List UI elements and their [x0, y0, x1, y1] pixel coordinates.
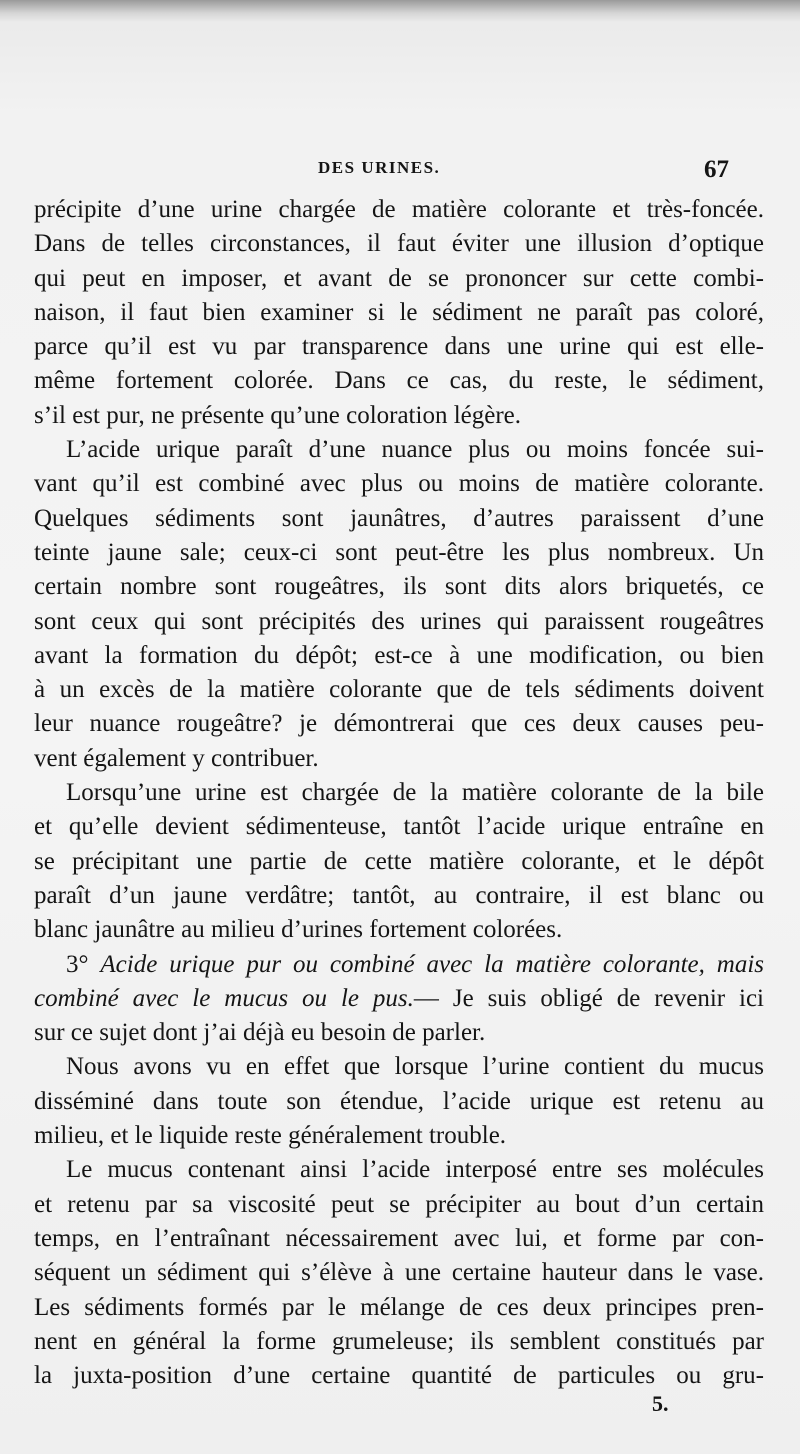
- text-line: à un excès de la matière colorante que de tels sédiments doivent: [34, 676, 764, 704]
- text-line: précipite d’une urine chargée de matière colorante et très-foncée.: [34, 196, 764, 223]
- text-line: parce qu’il est vu par transparence dans une urine qui est elle-: [34, 333, 764, 361]
- body-text: [34, 193, 764, 1393]
- text-line: milieu, et le liquide reste généralement trouble.: [34, 1122, 507, 1150]
- paragraph-start-line: Lorsqu’une urine est chargée de la matière colorante de la bile: [66, 779, 764, 807]
- text-line: sont ceux qui sont précipités des urines qui paraissent rougeâtres: [34, 607, 764, 635]
- text-line: vant qu’il est combiné avec plus ou moins de matière colorante.: [34, 470, 764, 498]
- text-line: Dans de telles circonstances, il faut éviter une illusion d’optique: [34, 230, 764, 258]
- section-heading-italic-end: combiné avec le mucus ou le pus.: [34, 984, 414, 1012]
- text-line: avant la formation du dépôt; est-ce à une modification, ou bien: [34, 641, 764, 669]
- text-line: teinte jaune sale; ceux-ci sont peut-être les plus nombreux. Un: [34, 538, 764, 566]
- text-line: disséminé dans toute son étendue, l’acide urique est retenu au: [34, 1087, 764, 1115]
- running-title: DES URINES.: [318, 158, 441, 177]
- text-line: séquent un sédiment qui s’élève à une certaine hauteur dans le vase.: [34, 1259, 764, 1287]
- text-line: Quelques sédiments sont jaunâtres, d’autres paraissent d’une: [34, 504, 764, 532]
- paragraph-start-line: L’acide urique paraît d’une nuance plus ou moins foncée sui-: [66, 436, 764, 464]
- text-line: Les sédiments formés par le mélange de ces deux principes pren-: [34, 1293, 764, 1321]
- text-line: sur ce sujet dont j’ai déjà eu besoin de parler.: [34, 1019, 486, 1047]
- section-heading-rest: — Je suis obligé de revenir ici: [413, 984, 764, 1012]
- text-line: certain nombre sont rougeâtres, ils sont dits alors briquetés, ce: [34, 573, 764, 601]
- text-line: vent également y contribuer.: [34, 744, 319, 772]
- section-heading-line: [34, 948, 764, 982]
- page-edge-shadow: [0, 0, 800, 22]
- text-line: naison, il faut bien examiner si le sédiment ne paraît pas coloré,: [34, 298, 764, 326]
- section-heading-line: [34, 982, 764, 1016]
- text-line: s’il est pur, ne présente qu’une coloration légère.: [34, 401, 522, 429]
- text-line: la juxta-position d’une certaine quantité de particules ou gru-: [34, 1362, 764, 1390]
- page-number: 67: [704, 156, 729, 183]
- text-line: nent en général la forme grumeleuse; ils semblent constitués par: [34, 1327, 764, 1355]
- text-line: temps, en l’entraînant nécessairement avec lui, et forme par con-: [34, 1224, 764, 1252]
- section-number: 3°: [66, 950, 89, 978]
- paragraph-start-line: Nous avons vu en effet que lorsque l’urine contient du mucus: [66, 1053, 764, 1081]
- text-line: qui peut en imposer, et avant de se prononcer sur cette combi-: [34, 264, 764, 292]
- signature-mark: 5.: [652, 1391, 669, 1416]
- text-line: blanc jaunâtre au milieu d’urines fortement colorées.: [34, 916, 563, 944]
- text-line: leur nuance rougeâtre? je démontrerai que ces deux causes peu-: [34, 710, 764, 738]
- text-line: et retenu par sa viscosité peut se précipiter au bout d’un certain: [34, 1190, 764, 1218]
- text-line: même fortement colorée. Dans ce cas, du reste, le sédiment,: [34, 367, 764, 395]
- section-heading-italic: Acide urique pur ou combiné avec la matière colorante, mais: [100, 950, 765, 978]
- text-line: paraît d’un jaune verdâtre; tantôt, au contraire, il est blanc ou: [34, 881, 764, 909]
- text-line: et qu’elle devient sédimenteuse, tantôt l’acide urique entraîne en: [34, 813, 764, 841]
- paragraph-start-line: Le mucus contenant ainsi l’acide interposé entre ses molécules: [66, 1156, 764, 1184]
- text-line: se précipitant une partie de cette matière colorante, et le dépôt: [34, 847, 764, 875]
